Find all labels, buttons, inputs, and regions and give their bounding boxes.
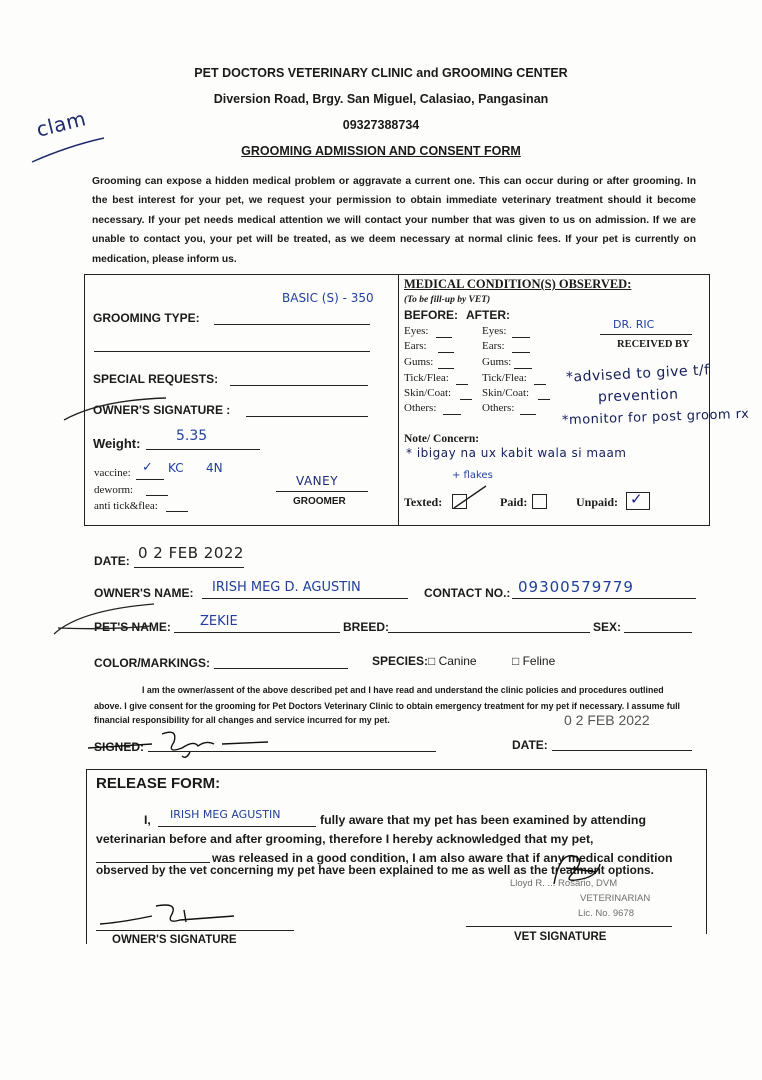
after-gums: Gums: bbox=[482, 356, 512, 368]
after-skin-coat-line[interactable] bbox=[538, 399, 550, 400]
deworm-line[interactable] bbox=[146, 495, 168, 496]
vet-note-3: *monitor for post groom rx bbox=[561, 406, 750, 429]
margin-note: clam bbox=[33, 106, 89, 142]
before-label: BEFORE: bbox=[404, 308, 458, 322]
clinic-phone: 09327388734 bbox=[342, 118, 420, 132]
before-tick-flea: Tick/Flea: bbox=[404, 372, 449, 384]
date-value[interactable]: 0 2 FEB 2022 bbox=[138, 544, 244, 562]
note-label: Note/ Concern: bbox=[404, 433, 480, 445]
contact-label: CONTACT NO.: bbox=[424, 586, 511, 600]
medical-title: MEDICAL CONDITION(S) OBSERVED: bbox=[404, 277, 632, 291]
owner-name-line bbox=[202, 598, 408, 599]
release-line-3: was released in a good condition, I am also aware that if any medical condition bbox=[212, 851, 673, 865]
texted-label: Texted: bbox=[404, 495, 443, 509]
grooming-type-label: GROOMING TYPE: bbox=[93, 311, 200, 325]
weight-value[interactable]: 5.35 bbox=[176, 428, 208, 444]
breed-line[interactable] bbox=[388, 632, 590, 633]
weight-line bbox=[146, 449, 260, 450]
grooming-type-line bbox=[214, 324, 370, 325]
grooming-type-line-2 bbox=[94, 351, 370, 352]
owner-name-value[interactable]: IRISH MEG D. AGUSTIN bbox=[212, 580, 361, 595]
before-tick-flea-line[interactable] bbox=[456, 384, 468, 385]
owner-release-line[interactable] bbox=[96, 930, 294, 931]
vet-note-1: *advised to give t/f bbox=[565, 362, 710, 386]
margin-note-underline bbox=[28, 136, 108, 166]
release-box-top bbox=[86, 769, 706, 770]
after-skin-coat: Skin/Coat: bbox=[482, 387, 530, 399]
weight-label: Weight: bbox=[93, 436, 141, 451]
received-by-line bbox=[600, 334, 692, 335]
pet-name-value[interactable]: ZEKIE bbox=[200, 614, 238, 629]
vet-note-2: prevention bbox=[597, 386, 679, 406]
deworm-label: deworm: bbox=[94, 484, 134, 496]
signed-label: SIGNED: bbox=[94, 740, 145, 754]
vaccine-line bbox=[136, 479, 164, 480]
special-requests-line[interactable] bbox=[230, 385, 368, 386]
pet-name-strike bbox=[50, 600, 160, 640]
groomer-label: GROOMER bbox=[293, 496, 346, 507]
grooming-type-value[interactable]: BASIC (S) - 350 bbox=[282, 291, 374, 305]
consent-line-2: above. I give consent for the grooming for Pet Doctors Veterinary Clinic to obtain emergency treatment for my pet if necessary. I assume full bbox=[94, 701, 680, 711]
sex-line[interactable] bbox=[624, 632, 692, 633]
consent-line-1: I am the owner/assent of the above described pet and I have read and understand the clinic policies and procedures outlined bbox=[142, 685, 664, 695]
note-extra: + flakes bbox=[452, 470, 493, 481]
before-eyes-line[interactable] bbox=[436, 337, 452, 338]
before-ears: Ears: bbox=[404, 340, 427, 352]
received-by-name: DR. RIC bbox=[613, 318, 655, 331]
pet-name-label: PET'S NAME: bbox=[94, 620, 171, 634]
release-box-right bbox=[706, 769, 707, 934]
owner-signature-label: OWNER'S SIGNATURE : bbox=[93, 403, 231, 417]
feline-option[interactable]: □ Feline bbox=[512, 654, 556, 668]
anti-tick-line[interactable] bbox=[166, 511, 188, 512]
received-by-label: RECEIVED BY bbox=[617, 339, 690, 350]
vaccine-value[interactable]: KC bbox=[168, 461, 184, 475]
release-i-label: I, bbox=[144, 813, 151, 827]
vet-stamp-lic: Lic. No. 9678 bbox=[578, 908, 634, 919]
vet-stamp-title: VETERINARIAN bbox=[580, 893, 651, 904]
consent-stamped-date: 0 2 FEB 2022 bbox=[564, 712, 650, 728]
unpaid-label: Unpaid: bbox=[576, 495, 619, 509]
paid-label: Paid: bbox=[500, 495, 528, 509]
clinic-address: Diversion Road, Brgy. San Miguel, Calasiao, Pangasinan bbox=[213, 92, 549, 106]
intro-paragraph: Grooming can expose a hidden medical problem or aggravate a current one. This can occur during or after grooming. In the best interest for your pet, we request your permission to obtain immediate veterinary treatment should it become necessary. If your pet needs medical attention we will contact your number that was given to us on admission. If we are unable to contact you, your pet will be treated, as we deem necessary at normal clinic fees. If your pet is currently on medication, please inform us. bbox=[92, 176, 696, 265]
before-gums: Gums: bbox=[404, 356, 434, 368]
before-skin-coat: Skin/Coat: bbox=[404, 387, 452, 399]
anti-tick-label: anti tick&flea: bbox=[94, 500, 158, 512]
release-line-1: fully aware that my pet has been examined by attending bbox=[320, 813, 646, 827]
vaccine-check: ✓ bbox=[142, 460, 153, 475]
release-box-left bbox=[86, 769, 87, 944]
date-label: DATE: bbox=[94, 554, 130, 568]
paid-checkbox[interactable] bbox=[532, 494, 547, 509]
groomer-line bbox=[276, 491, 368, 492]
vaccine-label: vaccine: bbox=[94, 467, 131, 479]
after-eyes-line[interactable] bbox=[512, 337, 530, 338]
consent-line-3: financial responsibility for all changes and service incurred for my pet. bbox=[94, 715, 390, 725]
contact-value[interactable]: 09300579779 bbox=[518, 578, 634, 596]
consent-date-label: DATE: bbox=[512, 738, 548, 752]
before-gums-line[interactable] bbox=[438, 368, 454, 369]
consent-date-line[interactable] bbox=[552, 750, 692, 751]
vet-signature-line[interactable] bbox=[466, 926, 672, 927]
vet-signature bbox=[546, 844, 606, 894]
unpaid-check-mark: ✓ bbox=[630, 490, 644, 508]
before-eyes: Eyes: bbox=[404, 325, 429, 337]
vet-stamp-name: Lloyd R. ... Rosario, DVM bbox=[510, 878, 618, 889]
form-title: GROOMING ADMISSION AND CONSENT FORM bbox=[241, 144, 521, 158]
vaccine-extra: 4N bbox=[206, 461, 223, 475]
texted-check-mark bbox=[450, 482, 490, 512]
after-label: AFTER: bbox=[466, 308, 510, 322]
before-skin-coat-line[interactable] bbox=[460, 399, 472, 400]
note-value[interactable]: * ibigay na ux kabit wala si maam bbox=[406, 446, 627, 460]
contact-line bbox=[512, 598, 696, 599]
medical-subtitle: (To be fill-up by VET) bbox=[404, 295, 491, 305]
box-divider bbox=[398, 274, 399, 526]
before-ears-line[interactable] bbox=[438, 352, 454, 353]
owner-name-label: OWNER'S NAME: bbox=[94, 586, 194, 600]
release-line-4: observed by the vet concerning my pet have been explained to me as well as the treatment options. bbox=[96, 863, 654, 877]
signed-signature bbox=[82, 726, 272, 766]
after-tick-flea: Tick/Flea: bbox=[482, 372, 527, 384]
color-line[interactable] bbox=[214, 668, 348, 669]
after-ears-line[interactable] bbox=[512, 352, 530, 353]
after-others-line[interactable] bbox=[520, 414, 536, 415]
owner-signature-line[interactable] bbox=[246, 416, 368, 417]
after-tick-flea-line[interactable] bbox=[534, 384, 546, 385]
release-name-value[interactable]: IRISH MEG AGUSTIN bbox=[170, 808, 281, 821]
release-line-2: veterinarian before and after grooming, therefore I hereby acknowledged that my pet, bbox=[96, 832, 594, 846]
species-label: SPECIES: bbox=[372, 654, 429, 668]
owner-release-label: OWNER'S SIGNATURE bbox=[112, 934, 237, 946]
clinic-name: PET DOCTORS VETERINARY CLINIC and GROOMING CENTER bbox=[194, 66, 568, 80]
special-requests-label: SPECIAL REQUESTS: bbox=[93, 372, 219, 386]
after-ears: Ears: bbox=[482, 340, 505, 352]
color-label: COLOR/MARKINGS: bbox=[94, 656, 210, 670]
before-others: Others: bbox=[404, 402, 437, 414]
release-name-line bbox=[158, 826, 316, 827]
after-gums-line[interactable] bbox=[514, 368, 532, 369]
after-others: Others: bbox=[482, 402, 515, 414]
breed-label: BREED: bbox=[343, 620, 390, 634]
canine-option[interactable]: □ Canine bbox=[428, 654, 477, 668]
owner-release-signature bbox=[94, 900, 244, 932]
pet-name-line bbox=[174, 632, 340, 633]
sex-label: SEX: bbox=[593, 620, 622, 634]
release-title: RELEASE FORM: bbox=[96, 775, 221, 792]
before-others-line[interactable] bbox=[443, 414, 461, 415]
date-line bbox=[134, 567, 244, 568]
owner-signature-strike bbox=[60, 392, 170, 422]
groomer-name: VANEY bbox=[296, 474, 339, 488]
vet-signature-label: VET SIGNATURE bbox=[514, 931, 607, 943]
after-eyes: Eyes: bbox=[482, 325, 507, 337]
